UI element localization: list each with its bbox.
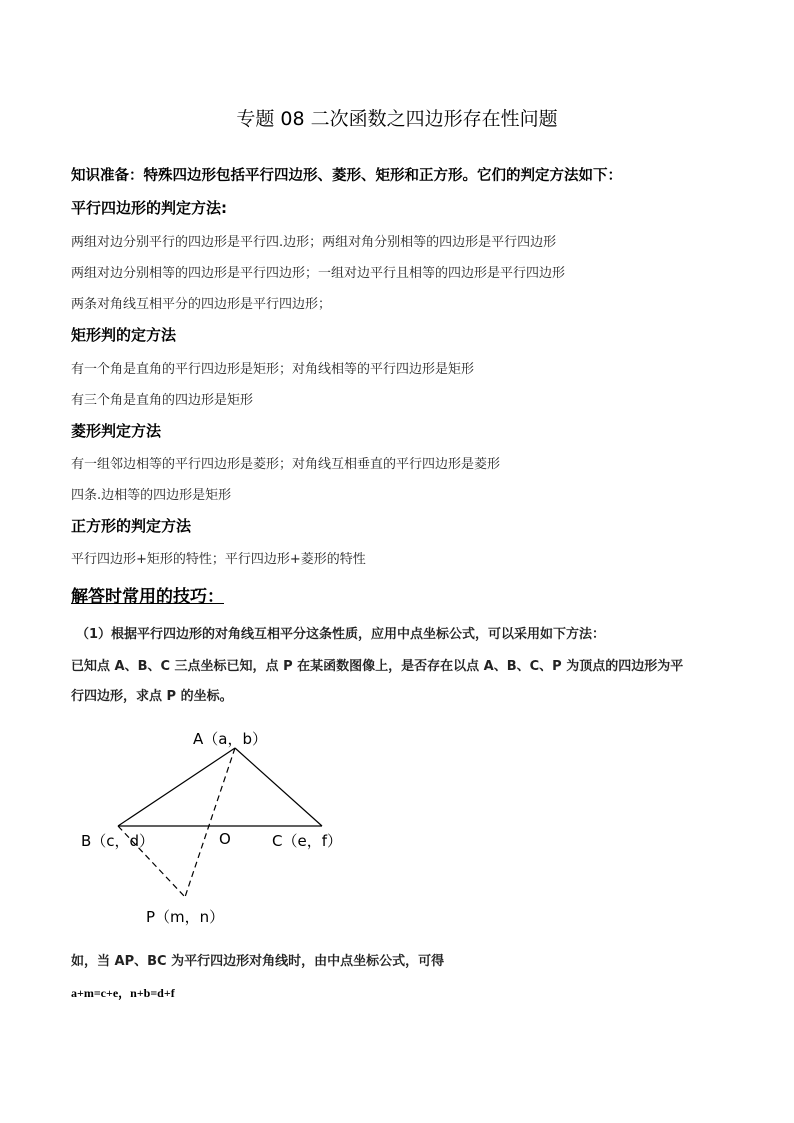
- rhombus-heading: 菱形判定方法: [71, 422, 162, 440]
- problem-line-2: 行四边形，求点 P 的坐标。: [71, 689, 233, 704]
- segment-ac: [235, 748, 322, 826]
- parallelogram-line-1: 两组对边分别平行的四边形是平行四.边形；两组对角分别相等的四边形是平行四边形: [71, 235, 557, 250]
- rectangle-heading: 矩形判的定方法: [71, 326, 177, 344]
- label-point-o: O: [219, 830, 231, 848]
- rectangle-line-1: 有一个角是直角的平行四边形是矩形；对角线相等的平行四边形是矩形: [71, 362, 475, 377]
- segment-ab: [118, 748, 235, 826]
- square-heading: 正方形的判定方法: [71, 517, 192, 535]
- segment-ap-dashed: [185, 748, 235, 897]
- label-point-p: P（m，n）: [146, 908, 225, 926]
- parallelogram-line-3: 两条对角线互相平分的四边形是平行四边形；: [71, 297, 332, 312]
- rectangle-line-2: 有三个角是直角的四边形是矩形: [71, 393, 254, 408]
- example-text: 如，当 AP、BC 为平行四边形对角线时，由中点坐标公式，可得: [71, 954, 445, 969]
- square-line-1: 平行四边形+矩形的特性；平行四边形+菱形的特性: [71, 552, 366, 567]
- rhombus-line-1: 有一组邻边相等的平行四边形是菱形；对角线互相垂直的平行四边形是菱形: [71, 457, 501, 472]
- problem-line-1: 已知点 A、B、C 三点坐标已知，点 P 在某函数图像上，是否存在以点 A、B、C、P 为顶点的四边形为平: [71, 659, 684, 674]
- method-1-text: （1）根据平行四边形的对角线互相平分这条性质，应用中点坐标公式，可以采用如下方法：: [76, 627, 606, 642]
- page-title: 专题 08 二次函数之四边形存在性问题: [236, 108, 558, 130]
- tips-heading: 解答时常用的技巧：: [71, 587, 224, 607]
- formula-text: a+m=c+e，n+b=d+f: [71, 986, 175, 1000]
- rhombus-line-2: 四条.边相等的四边形是矩形: [71, 488, 232, 503]
- parallelogram-line-2: 两组对边分别相等的四边形是平行四边形；一组对边平行且相等的四边形是平行四边形: [71, 266, 566, 281]
- label-point-c: C（e，f）: [272, 832, 342, 850]
- parallelogram-heading: 平行四边形的判定方法:: [71, 199, 227, 217]
- intro-text: 知识准备：特殊四边形包括平行四边形、菱形、矩形和正方形。它们的判定方法如下：: [71, 168, 622, 184]
- label-point-a: A（a，b）: [193, 730, 267, 748]
- label-point-b: B（c，d）: [81, 832, 155, 850]
